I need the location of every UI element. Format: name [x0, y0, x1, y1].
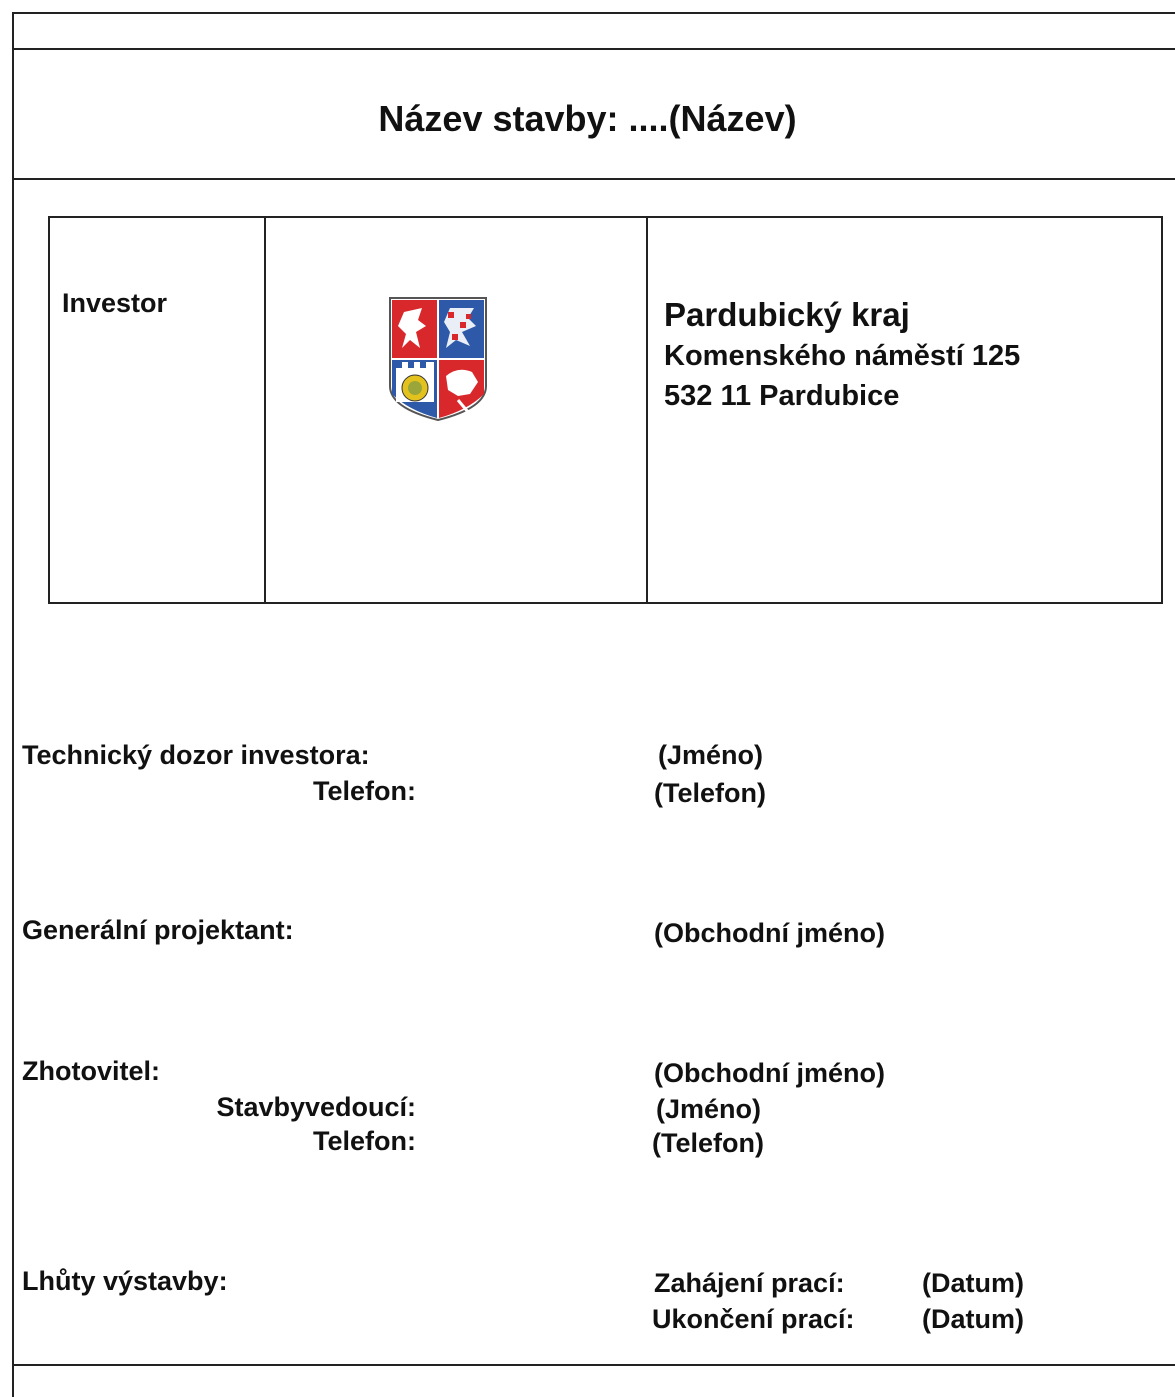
investor-box-divider-2 [646, 216, 648, 602]
investor-name: Pardubický kraj [664, 296, 910, 333]
contractor-manager-label: Stavbyvedoucí: [216, 1092, 416, 1122]
contractor-company: (Obchodní jméno) [654, 1058, 885, 1088]
start-works-date: (Datum) [922, 1268, 1024, 1298]
contractor-manager: (Jméno) [656, 1094, 762, 1124]
construction-period-label: Lhůty výstavby: [22, 1266, 228, 1296]
general-designer-label: Generální projektant: [22, 915, 294, 945]
technical-supervision-phone-label: Telefon: [313, 776, 416, 806]
contractor-phone: (Telefon) [652, 1128, 764, 1158]
end-works-date: (Datum) [922, 1304, 1024, 1334]
technical-supervision-phone: (Telefon) [654, 778, 766, 808]
investor-label: Investor [62, 288, 168, 318]
frame-header-top-line [12, 48, 1175, 50]
frame-header-bottom-line [12, 178, 1175, 180]
page-title: Název stavby: ....(Název) [378, 98, 797, 139]
contractor-label: Zhotovitel: [22, 1056, 160, 1086]
frame-top-line [12, 12, 1175, 14]
investor-city: 532 11 Pardubice [664, 380, 900, 412]
technical-supervision-name: (Jméno) [658, 740, 764, 770]
investor-street: Komenského náměstí 125 [664, 340, 1021, 372]
end-works-label: Ukončení prací: [652, 1304, 855, 1334]
contractor-phone-label: Telefon: [313, 1126, 416, 1156]
pardubice-region-coat-of-arms-icon [388, 296, 488, 426]
general-designer-company: (Obchodní jméno) [654, 918, 885, 948]
investor-box [48, 216, 1163, 604]
technical-supervision-label: Technický dozor investora: [22, 740, 370, 770]
start-works-label: Zahájení prací: [654, 1268, 845, 1298]
frame-left-line [12, 12, 14, 1397]
frame-bottom-line [12, 1364, 1175, 1366]
investor-box-divider-1 [264, 216, 266, 602]
